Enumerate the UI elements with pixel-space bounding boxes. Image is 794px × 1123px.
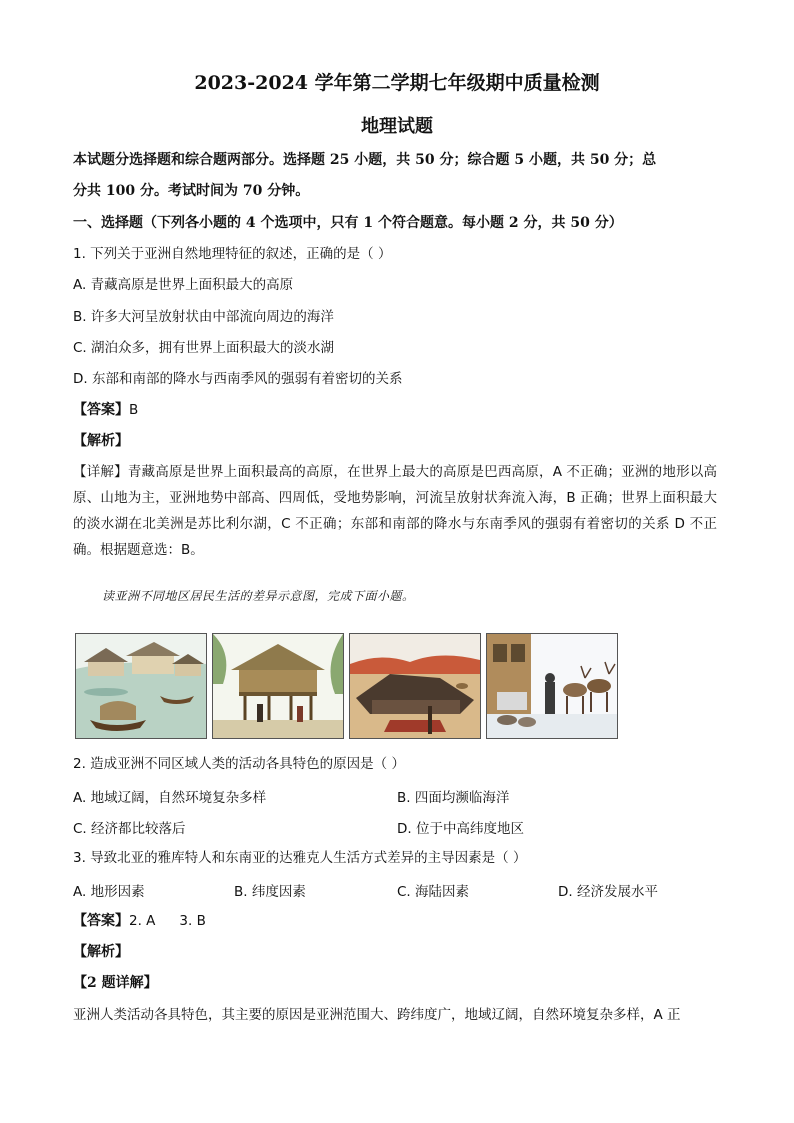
q1-option-d: D. 东部和南部的降水与西南季风的强弱有着密切的关系 xyxy=(73,371,403,387)
desert-tent-image xyxy=(349,633,481,739)
answer-label: 【答案】 xyxy=(73,402,129,418)
intro-line-1: 本试题分选择题和综合题两部分。选择题 25 小题，共 50 分；综合题 5 小题，共 50 分；总 xyxy=(73,152,657,168)
q3-stem: 3. 导致北亚的雅库特人和东南亚的达雅克人生活方式差异的主导因素是（ ） xyxy=(73,850,527,866)
exam-subtitle: 地理试题 xyxy=(361,116,433,137)
stilt-house-image xyxy=(212,633,344,739)
q2-option-d: D. 位于中高纬度地区 xyxy=(397,821,524,837)
intro-line-2: 分共 100 分。考试时间为 70 分钟。 xyxy=(73,183,310,199)
q1-answer xyxy=(73,400,138,420)
analysis-label: 【解析】 xyxy=(73,944,129,960)
q2-detail-label: 【2 题详解】 xyxy=(73,975,158,991)
q2-option-a: A. 地域辽阔，自然环境复杂多样 xyxy=(73,790,267,806)
q2-option-b: B. 四面均濒临海洋 xyxy=(397,790,510,806)
q3-option-d: D. 经济发展水平 xyxy=(558,884,658,900)
answers-2-3 xyxy=(73,911,206,931)
q1-option-b: B. 许多大河呈放射状由中部流向周边的海洋 xyxy=(73,309,334,325)
q1-detail: 【详解】青藏高原是世界上面积最高的高原，在世界上最大的高原是巴西高原，A 不正确；亚洲的地形以高原、山地为主，亚洲地势中部高、四周低，受地势影响，河流呈放射状奔流入海，B 正确；世界上面积最大的淡水湖在北美洲是苏比利尔湖，C 不正确；东部和南部的降水与东南季风的强弱有着密切的关系 D 不正确。根据题意选：B。 xyxy=(73,464,717,558)
q1-option-c: C. 湖泊众多，拥有世界上面积最大的淡水湖 xyxy=(73,340,335,356)
answer-label: 【答案】 xyxy=(73,913,129,929)
q1-stem: 1. 下列关于亚洲自然地理特征的叙述，正确的是（ ） xyxy=(73,246,392,262)
q1-analysis-label: 【解析】 xyxy=(73,433,129,449)
water-village-image xyxy=(75,633,207,739)
figure-caption: 读亚洲不同地区居民生活的差异示意图，完成下面小题。 xyxy=(102,589,415,603)
q2-stem: 2. 造成亚洲不同区域人类的活动各具特色的原因是（ ） xyxy=(73,756,405,772)
q3-option-a: A. 地形因素 xyxy=(73,884,145,900)
q2-detail-text: 亚洲人类活动各具特色，其主要的原因是亚洲范围大、跨纬度广，地域辽阔，自然环境复杂多样，A 正 xyxy=(73,1007,681,1023)
section-heading: 一、选择题（下列各小题的 4 个选项中，只有 1 个符合题意。每小题 2 分，共 50 分） xyxy=(73,215,623,231)
q1-option-a: A. 青藏高原是世界上面积最大的高原 xyxy=(73,277,294,293)
q3-option-c: C. 海陆因素 xyxy=(397,884,470,900)
exam-title: 2023-2024 学年第二学期七年级期中质量检测 xyxy=(194,72,600,94)
arctic-reindeer-image xyxy=(486,633,618,739)
q3-option-b: B. 纬度因素 xyxy=(234,884,306,900)
answer-3: 3. B xyxy=(179,913,206,929)
answer-2: 2. A xyxy=(129,913,156,929)
answer-value: B xyxy=(129,402,139,418)
q2-option-c: C. 经济都比较落后 xyxy=(73,821,186,837)
